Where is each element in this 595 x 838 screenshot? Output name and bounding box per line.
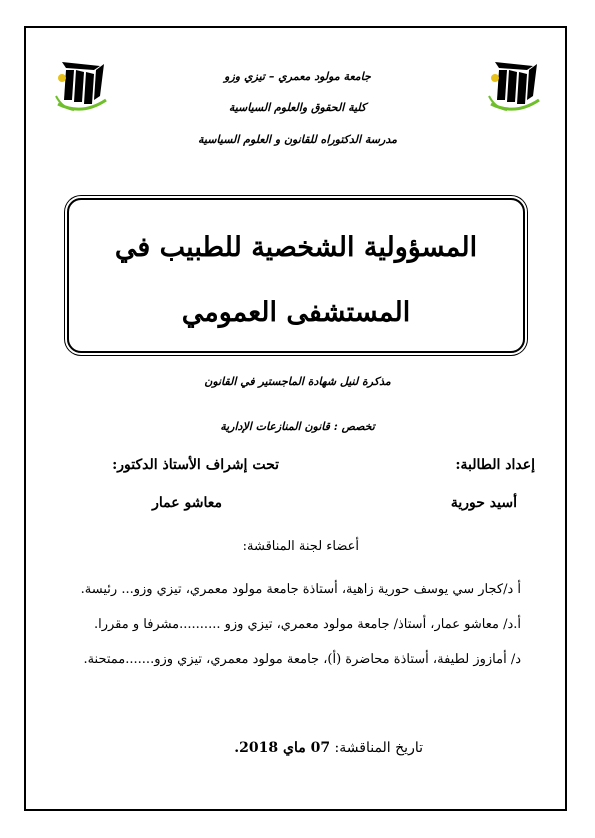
university-logo-left (54, 56, 110, 114)
committee-member-2: أ.د/ معاشو عمار، أستاذ/ جامعة مولود معمري، تيزي وزو ..........مشرفا و مقررا. (93, 617, 521, 632)
thesis-title-line1: المسؤولية الشخصية للطبيب في (114, 232, 478, 263)
university-name: جامعة مولود معمري – تيزي وزو (224, 70, 371, 83)
supervisor-label: تحت إشراف الأستاذ الدكتور: (112, 457, 279, 473)
defense-date (234, 740, 423, 756)
committee-member-1: أ د/كجار سي يوسف حورية زاهية، أستاذة جامعة مولود معمري، تيزي وزو... رئيسة. (80, 582, 521, 597)
faculty-name: كلية الحقوق والعلوم السياسية (228, 101, 367, 114)
defense-date-value: 07 ماي 2018. (234, 740, 331, 756)
university-logo-right (487, 56, 543, 114)
thesis-title-line2: المستشفى العمومي (181, 297, 411, 328)
title-box (67, 198, 525, 353)
student-name: أسيد حورية (450, 495, 517, 511)
committee-member-3: د/ أمازوز لطيفة، أستاذة محاضرة (أ)، جامعة مولود معمري، تيزي وزو.......ممتحنة. (83, 652, 521, 667)
defense-date-label: تاريخ المناقشة: (334, 740, 423, 756)
specialty-line: تخصص : قانون المنازعات الإدارية (220, 420, 375, 433)
student-label: إعداد الطالبة: (455, 457, 535, 473)
degree-line: مذكرة لنيل شهادة الماجستير في القانون (204, 375, 391, 388)
school-name: مدرسة الدكتوراه للقانون و العلوم السياسية (197, 133, 397, 146)
supervisor-name: معاشو عمار (152, 495, 222, 511)
committee-title: أعضاء لجنة المناقشة: (242, 539, 359, 554)
